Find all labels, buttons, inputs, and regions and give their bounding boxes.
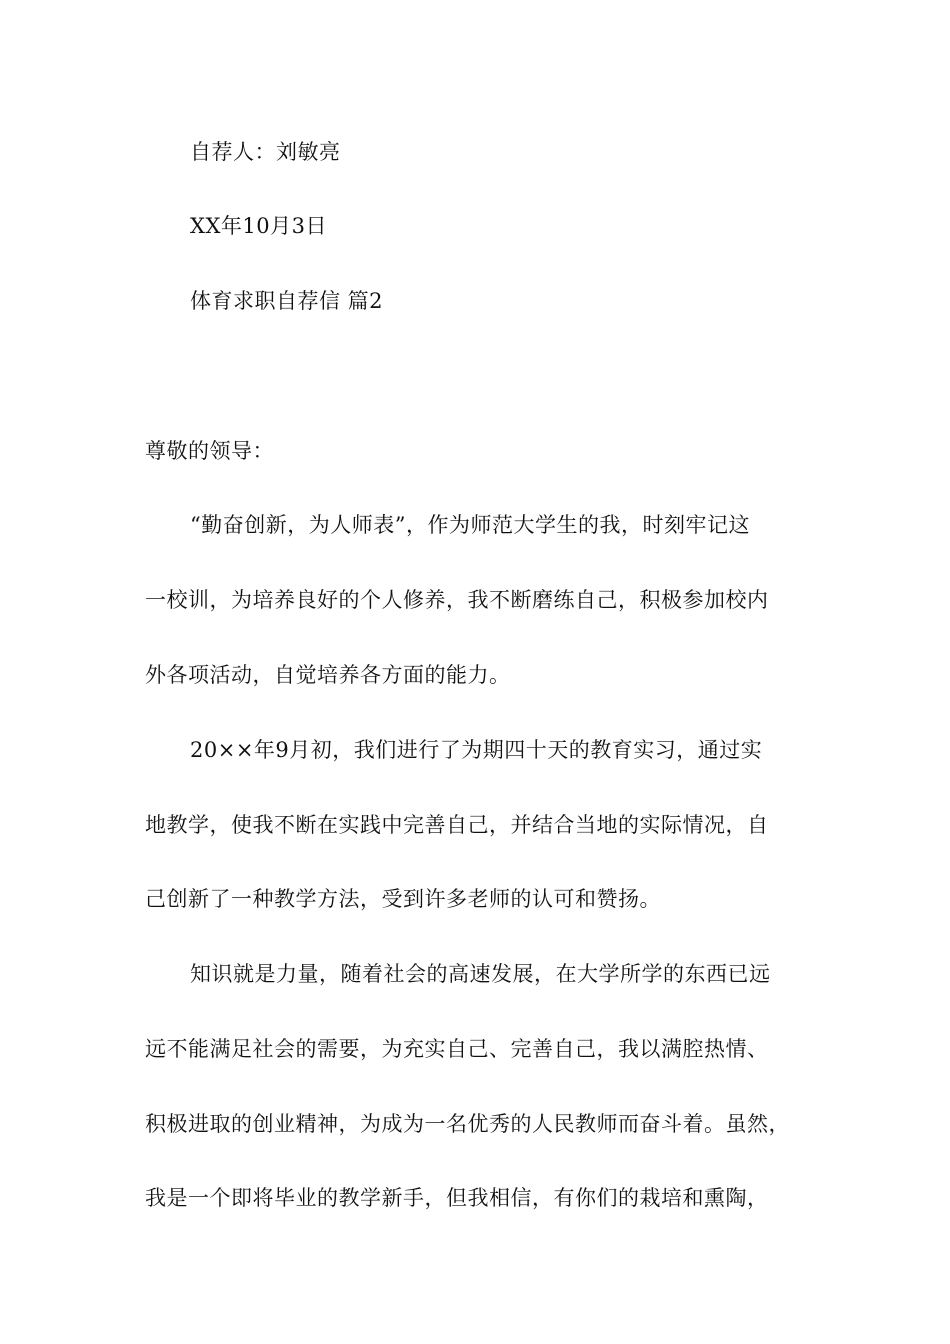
paragraph-line: 一校训，为培养良好的个人修养，我不断磨练自己，积极参加校内 [145, 588, 769, 612]
paragraph-line: 己创新了一种教学方法，受到许多老师的认可和赞扬。 [145, 887, 661, 911]
paragraph-line: 积极进取的创业精神，为成为一名优秀的人民教师而奋斗着。虽然， [145, 1112, 790, 1136]
document-date: XX年10月3日 [190, 214, 327, 238]
paragraph-line: 20××年9月初，我们进行了为期四十天的教育实习，通过实 [190, 738, 763, 762]
paragraph-line: 地教学，使我不断在实践中完善自己，并结合当地的实际情况，自 [145, 813, 769, 837]
salutation: 尊敬的领导： [145, 439, 274, 463]
paragraph-line: 外各项活动，自觉培养各方面的能力。 [145, 663, 511, 687]
paragraph-line: 远不能满足社会的需要，为充实自己、完善自己，我以满腔热情、 [145, 1037, 769, 1061]
paragraph-line: “勤奋创新，为人师表”，作为师范大学生的我，时刻牢记这 [190, 513, 750, 537]
paragraph-line: 我是一个即将毕业的教学新手，但我相信，有你们的栽培和熏陶， [145, 1186, 769, 1210]
paragraph-line: 知识就是力量，随着社会的高速发展，在大学所学的东西已远 [190, 962, 771, 986]
signature-label: 自荐人：刘敏亮 [190, 140, 341, 164]
section-heading: 体育求职自荐信 篇2 [190, 289, 384, 313]
